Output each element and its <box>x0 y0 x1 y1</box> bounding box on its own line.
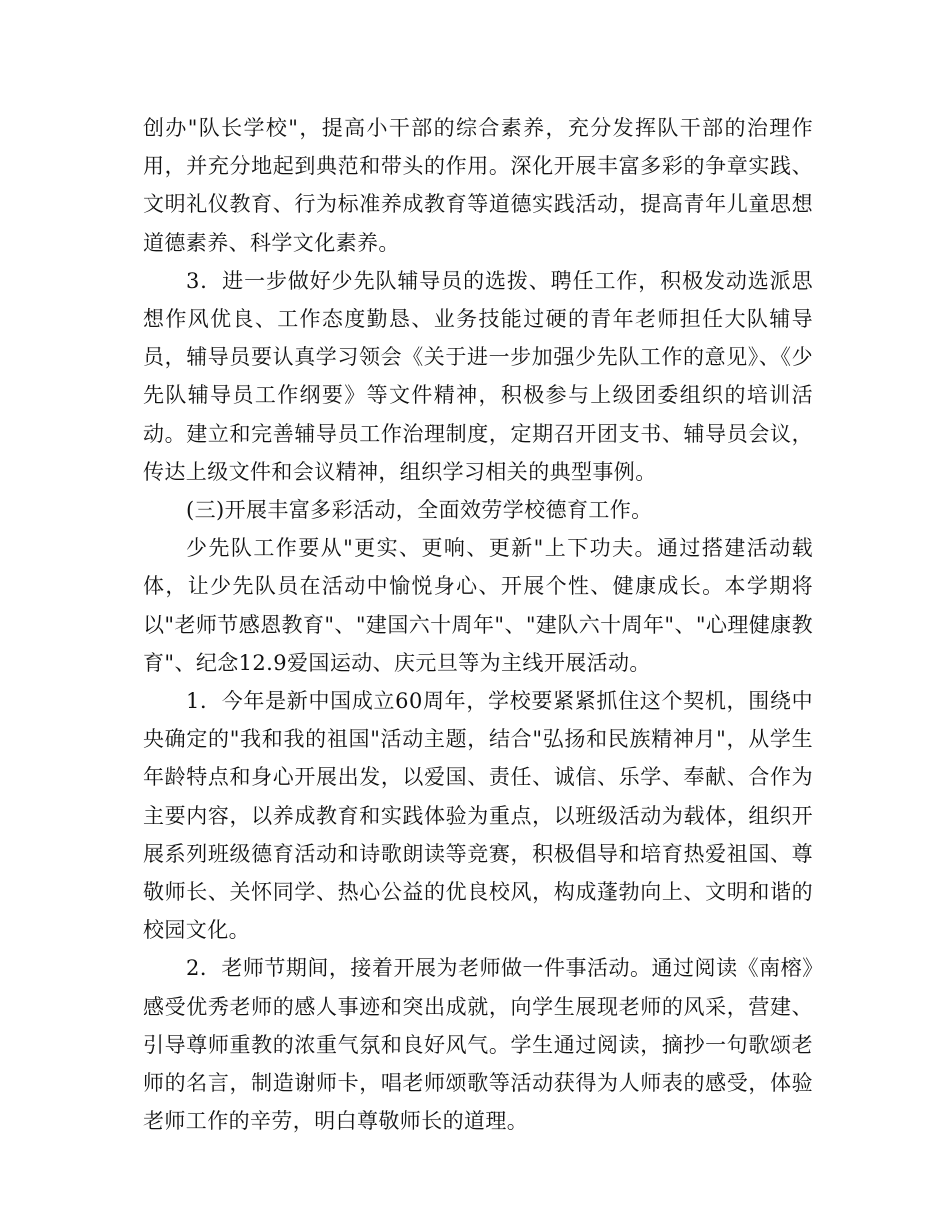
paragraph-5: 1．今年是新中国成立60周年，学校要紧紧抓住这个契机，围绕中央确定的"我和我的祖国"活动主题，结合"弘扬和民族精神月"，从学生年龄特点和身心开展出发，以爱国、责任、诚信、乐学、奉献、合作为主要内容，以养成教育和实践体验为重点，以班级活动为载体，组织开展系列班级德育活动和诗歌朗读等竞赛，积极倡导和培育热爱祖国、尊敬师长、关怀同学、热心公益的优良校风，构成蓬勃向上、文明和谐的校园文化。 <box>143 689 813 943</box>
paragraph-3: (三)开展丰富多彩活动，全面效劳学校德育工作。 <box>186 498 653 523</box>
paragraph-1: 创办"队长学校"，提高小干部的综合素养，充分发挥队干部的治理作用，并充分地起到典范和带头的作用。深化开展丰富多彩的争章实践、文明礼仪教育、行为标准养成教育等道德实践活动，提高青年儿童思想道德素养、科学文化素养。 <box>143 116 813 255</box>
paragraph-4: 少先队工作要从"更实、更响、更新"上下功夫。通过搭建活动载体，让少先队员在活动中愉悦身心、开展个性、健康成长。本学期将以"老师节感恩教育"、"建国六十周年"、"建队六十周年"、"心理健康教育"、纪念12.9爱国运动、庆元旦等为主线开展活动。 <box>143 536 813 675</box>
document-body <box>143 109 813 1140</box>
paragraph-2: 3．进一步做好少先队辅导员的选拨、聘任工作，积极发动选派思想作风优良、工作态度勤恳、业务技能过硬的青年老师担任大队辅导员，辅导员要认真学习领会《关于进一步加强少先队工作的意见》、《少先队辅导员工作纲要》等文件精神，积极参与上级团委组织的培训活动。建立和完善辅导员工作治理制度，定期召开团支书、辅导员会议，传达上级文件和会议精神，组织学习相关的典型事例。 <box>143 268 813 484</box>
paragraph-6: 2．老师节期间，接着开展为老师做一件事活动。通过阅读《南榕》感受优秀老师的感人事迹和突出成就，向学生展现老师的风采，营建、引导尊师重教的浓重气氛和良好风气。学生通过阅读，摘抄一句歌颂老师的名言，制造谢师卡，唱老师颂歌等活动获得为人师表的感受，体验老师工作的辛劳，明白尊敬师长的道理。 <box>143 956 813 1134</box>
